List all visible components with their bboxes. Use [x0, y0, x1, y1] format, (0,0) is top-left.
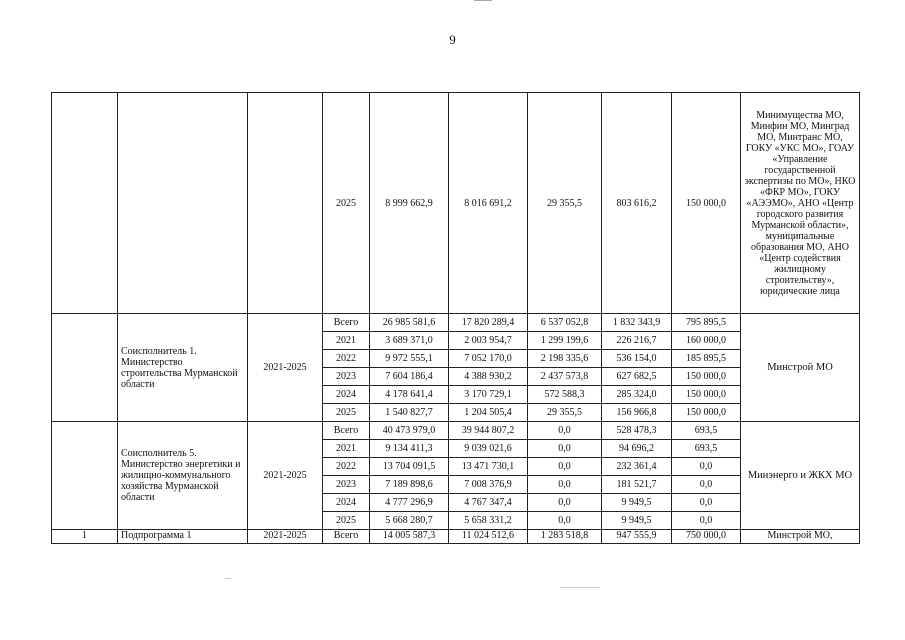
- cell-year: 2023: [323, 476, 370, 494]
- cell-year: 2025: [323, 512, 370, 530]
- table-row-subprogram: [52, 530, 860, 544]
- cell-federal: 29 355,5: [528, 93, 602, 314]
- cell-other: 795 895,5: [672, 314, 741, 332]
- cell-regional: 5 658 331,2: [449, 512, 528, 530]
- cell-regional: 13 471 730,1: [449, 458, 528, 476]
- cell-name: Соисполнитель 5. Министерство энергетики и жилищно-коммунального хозяйства Мурманской области: [118, 422, 248, 530]
- cell-other: 185 895,5: [672, 350, 741, 368]
- cell-other: 750 000,0: [672, 530, 741, 544]
- cell-regional: 7 052 170,0: [449, 350, 528, 368]
- cell-year: 2024: [323, 494, 370, 512]
- cell-local: 536 154,0: [602, 350, 672, 368]
- cell-total: 14 005 587,3: [370, 530, 449, 544]
- cell-federal: 572 588,3: [528, 386, 602, 404]
- cell-name: [118, 93, 248, 314]
- cell-federal: 0,0: [528, 422, 602, 440]
- cell-local: 627 682,5: [602, 368, 672, 386]
- cell-other: 150 000,0: [672, 368, 741, 386]
- cell-local: 285 324,0: [602, 386, 672, 404]
- cell-year: Всего: [323, 314, 370, 332]
- cell-regional: 2 003 954,7: [449, 332, 528, 350]
- cell-federal: 2 437 573,8: [528, 368, 602, 386]
- cell-local: 528 478,3: [602, 422, 672, 440]
- cell-year: 2021: [323, 440, 370, 458]
- cell-federal: 0,0: [528, 458, 602, 476]
- cell-federal: 6 537 052,8: [528, 314, 602, 332]
- table-row: [52, 314, 860, 332]
- cell-total: 40 473 979,0: [370, 422, 449, 440]
- cell-other: 693,5: [672, 440, 741, 458]
- table-row-2025-continued: [52, 93, 860, 314]
- cell-period: 2021-2025: [248, 314, 323, 422]
- table-row: [52, 422, 860, 440]
- cell-year: 2022: [323, 458, 370, 476]
- scan-mark: [474, 0, 492, 3]
- cell-local: 9 949,5: [602, 512, 672, 530]
- cell-local: 803 616,2: [602, 93, 672, 314]
- cell-year: Всего: [323, 422, 370, 440]
- cell-federal: 1 283 518,8: [528, 530, 602, 544]
- cell-total: 26 985 581,6: [370, 314, 449, 332]
- cell-local: 156 966,8: [602, 404, 672, 422]
- scan-artifact: [225, 578, 231, 579]
- cell-year: 2024: [323, 386, 370, 404]
- cell-other: 150 000,0: [672, 404, 741, 422]
- cell-total: 4 178 641,4: [370, 386, 449, 404]
- cell-total: 9 134 411,3: [370, 440, 449, 458]
- cell-regional: 39 944 807,2: [449, 422, 528, 440]
- cell-year: 2025: [323, 93, 370, 314]
- cell-period: 2021-2025: [248, 422, 323, 530]
- cell-regional: 7 008 376,9: [449, 476, 528, 494]
- cell-year: 2023: [323, 368, 370, 386]
- cell-num: [52, 314, 118, 422]
- cell-local: 94 696,2: [602, 440, 672, 458]
- cell-year: 2021: [323, 332, 370, 350]
- cell-other: 160 000,0: [672, 332, 741, 350]
- cell-total: 13 704 091,5: [370, 458, 449, 476]
- cell-total: 1 540 827,7: [370, 404, 449, 422]
- cell-total: 7 604 186,4: [370, 368, 449, 386]
- cell-period: [248, 93, 323, 314]
- cell-regional: 8 016 691,2: [449, 93, 528, 314]
- cell-other: 693,5: [672, 422, 741, 440]
- cell-responsible: Минэнерго и ЖКХ МО: [741, 422, 860, 530]
- cell-total: 8 999 662,9: [370, 93, 449, 314]
- cell-other: 0,0: [672, 458, 741, 476]
- cell-federal: 0,0: [528, 476, 602, 494]
- cell-total: 9 972 555,1: [370, 350, 449, 368]
- cell-local: 9 949,5: [602, 494, 672, 512]
- cell-local: 1 832 343,9: [602, 314, 672, 332]
- cell-regional: 3 170 729,1: [449, 386, 528, 404]
- cell-regional: 4 767 347,4: [449, 494, 528, 512]
- cell-federal: 1 299 199,6: [528, 332, 602, 350]
- cell-responsible: Минимущества МО, Минфин МО, Минград МО, Минтранс МО, ГОКУ «УКС МО», ГОАУ «Управление государственной экспертизы по МО», НКО «ФКР МО», ГОКУ «АЭЭМО», АНО «Центр городского развития Мурманской области», муниципальные образования МО, АНО «Центр содействия жилищному строительству», юридические лица: [741, 93, 860, 314]
- cell-federal: 2 198 335,6: [528, 350, 602, 368]
- cell-num: [52, 422, 118, 530]
- cell-federal: 0,0: [528, 494, 602, 512]
- cell-regional: 9 039 021,6: [449, 440, 528, 458]
- cell-local: 226 216,7: [602, 332, 672, 350]
- cell-other: 0,0: [672, 476, 741, 494]
- cell-num: [52, 93, 118, 314]
- cell-name: Подпрограмма 1: [118, 530, 248, 544]
- cell-total: 4 777 296,9: [370, 494, 449, 512]
- cell-local: 947 555,9: [602, 530, 672, 544]
- cell-local: 232 361,4: [602, 458, 672, 476]
- cell-other: 150 000,0: [672, 386, 741, 404]
- cell-num: 1: [52, 530, 118, 544]
- cell-responsible: Минстрой МО,: [741, 530, 860, 544]
- cell-regional: 1 204 505,4: [449, 404, 528, 422]
- cell-regional: 17 820 289,4: [449, 314, 528, 332]
- cell-name: Соисполнитель 1. Министерство строительства Мурманской области: [118, 314, 248, 422]
- page-number: 9: [449, 32, 456, 47]
- funding-table: [51, 92, 860, 544]
- cell-regional: 11 024 512,6: [449, 530, 528, 544]
- cell-total: 5 668 280,7: [370, 512, 449, 530]
- cell-total: 7 189 898,6: [370, 476, 449, 494]
- cell-other: 150 000,0: [672, 93, 741, 314]
- scan-artifact: [560, 587, 600, 588]
- cell-year: 2025: [323, 404, 370, 422]
- cell-other: 0,0: [672, 512, 741, 530]
- cell-responsible: Минстрой МО: [741, 314, 860, 422]
- cell-year: 2022: [323, 350, 370, 368]
- cell-year: Всего: [323, 530, 370, 544]
- cell-federal: 29 355,5: [528, 404, 602, 422]
- cell-local: 181 521,7: [602, 476, 672, 494]
- cell-federal: 0,0: [528, 512, 602, 530]
- cell-federal: 0,0: [528, 440, 602, 458]
- cell-regional: 4 388 930,2: [449, 368, 528, 386]
- cell-period: 2021-2025: [248, 530, 323, 544]
- cell-other: 0,0: [672, 494, 741, 512]
- cell-total: 3 689 371,0: [370, 332, 449, 350]
